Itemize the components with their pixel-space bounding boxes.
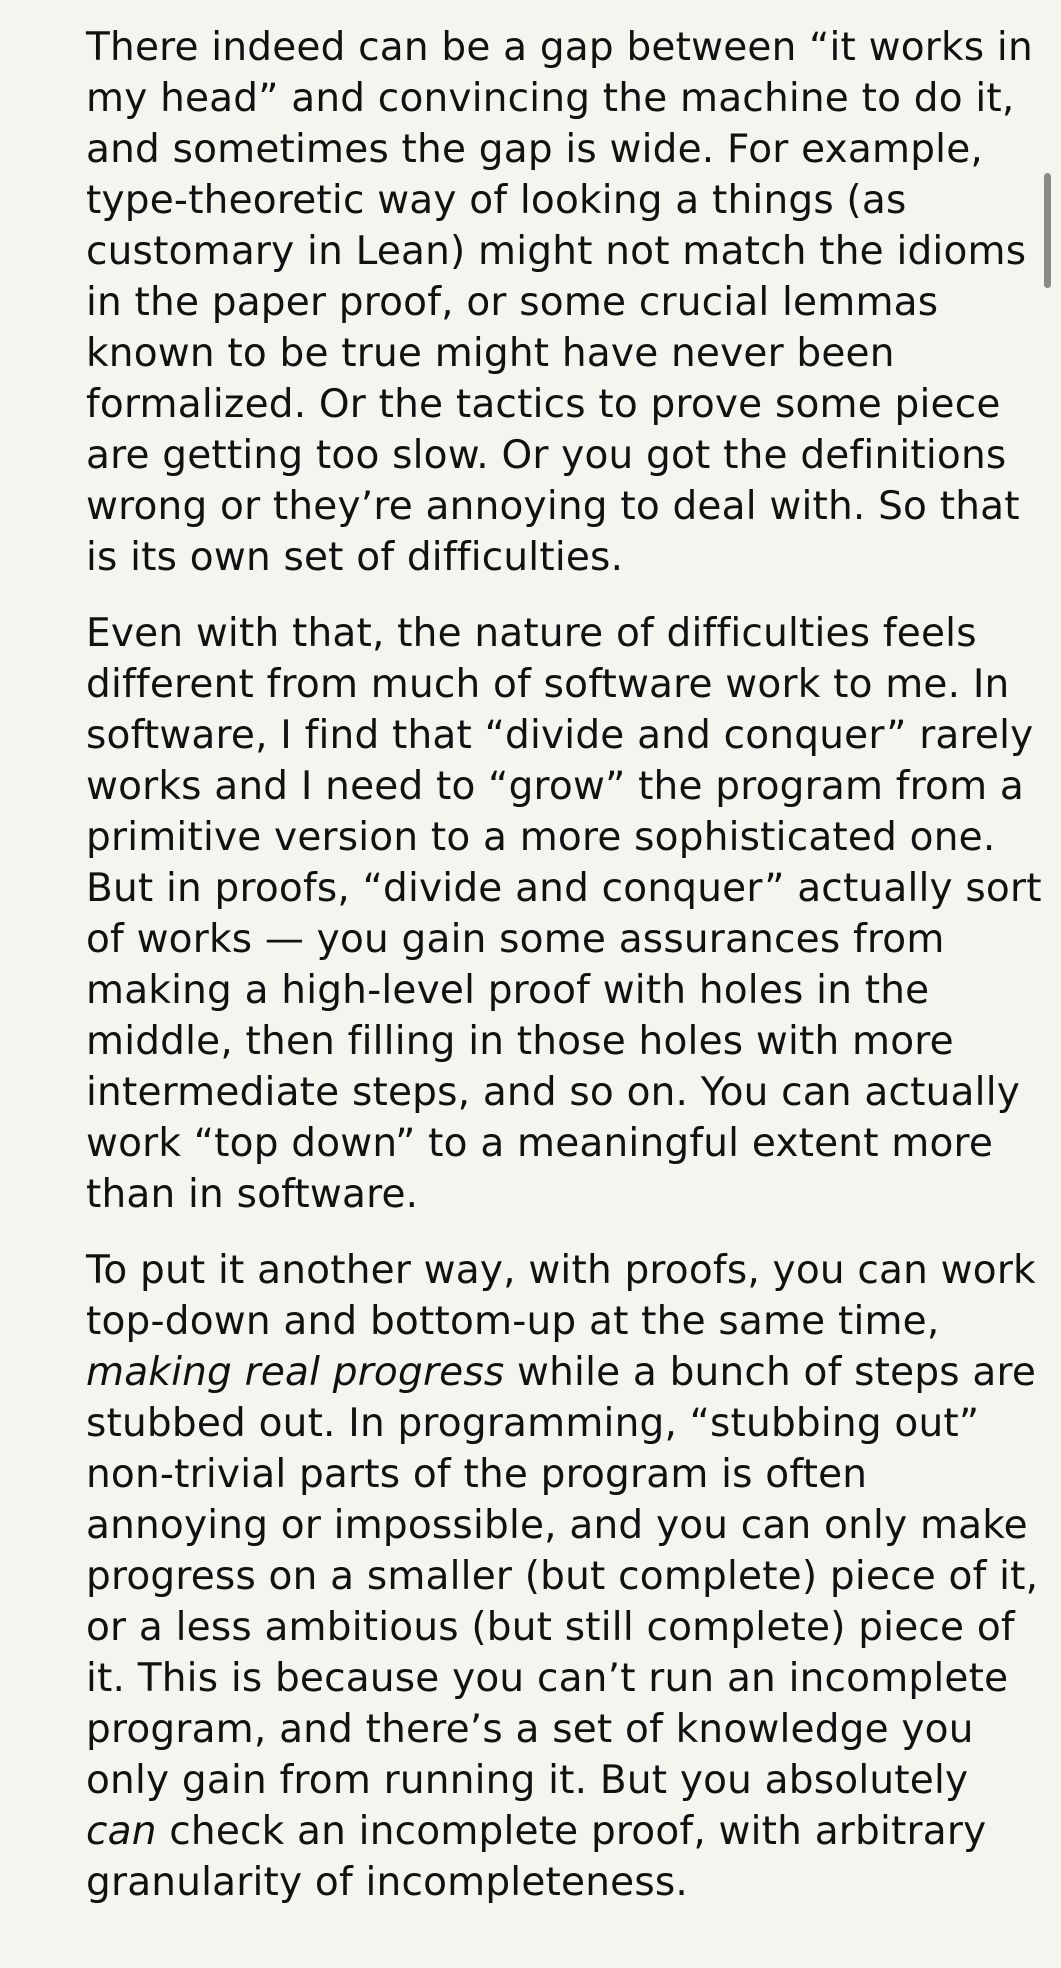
- emphasis-making-real-progress: making real progress: [86, 1350, 505, 1395]
- emphasis-can: can: [86, 1809, 157, 1854]
- paragraph-gap: There indeed can be a gap between “it works in my head” and convincing the machine to do it, and sometimes the gap is wide. For example, type-theoretic way of looking a things (as customary in Lean) might not match the idioms in the paper proof, or some crucial lemmas known to be true might have never been formalized. Or the tactics to prove some piece are getting too slow. Or you got the definitions wrong or they’re annoying to deal with. So that is its own set of difficulties.: [86, 25, 1033, 580]
- paragraph-text: To put it another way, with proofs, you can work top-down and bottom-up at the same time,: [86, 1248, 1036, 1344]
- scrollbar-thumb[interactable]: [1044, 173, 1051, 288]
- paragraph-top-down-bottom-up: [86, 1245, 1046, 1908]
- article-body: [86, 22, 1046, 1933]
- paragraph-divide-and-conquer: Even with that, the nature of difficulties feels different from much of software work to me. In software, I find that “divide and conquer” rarely works and I need to “grow” the program from a primitive version to a more sophisticated one. But in proofs, “divide and conquer” actually sort of works — you gain some assurances from making a high-level proof with holes in the middle, then filling in those holes with more intermediate steps, and so on. You can actually work “top down” to a meaningful extent more than in software.: [86, 611, 1042, 1217]
- paragraph-text: check an incomplete proof, with arbitrary granularity of incompleteness.: [86, 1809, 987, 1905]
- paragraph-text: while a bunch of steps are stubbed out. In programming, “stubbing out” non-trivial parts of the program is often annoying or impossible, and you can only make progress on a smaller (but complete) piece of it, or a less ambitious (but still complete) piece of it. This is because you can’t run an incomplete program, and there’s a set of knowledge you only gain from running it. But you absolutely: [86, 1350, 1039, 1803]
